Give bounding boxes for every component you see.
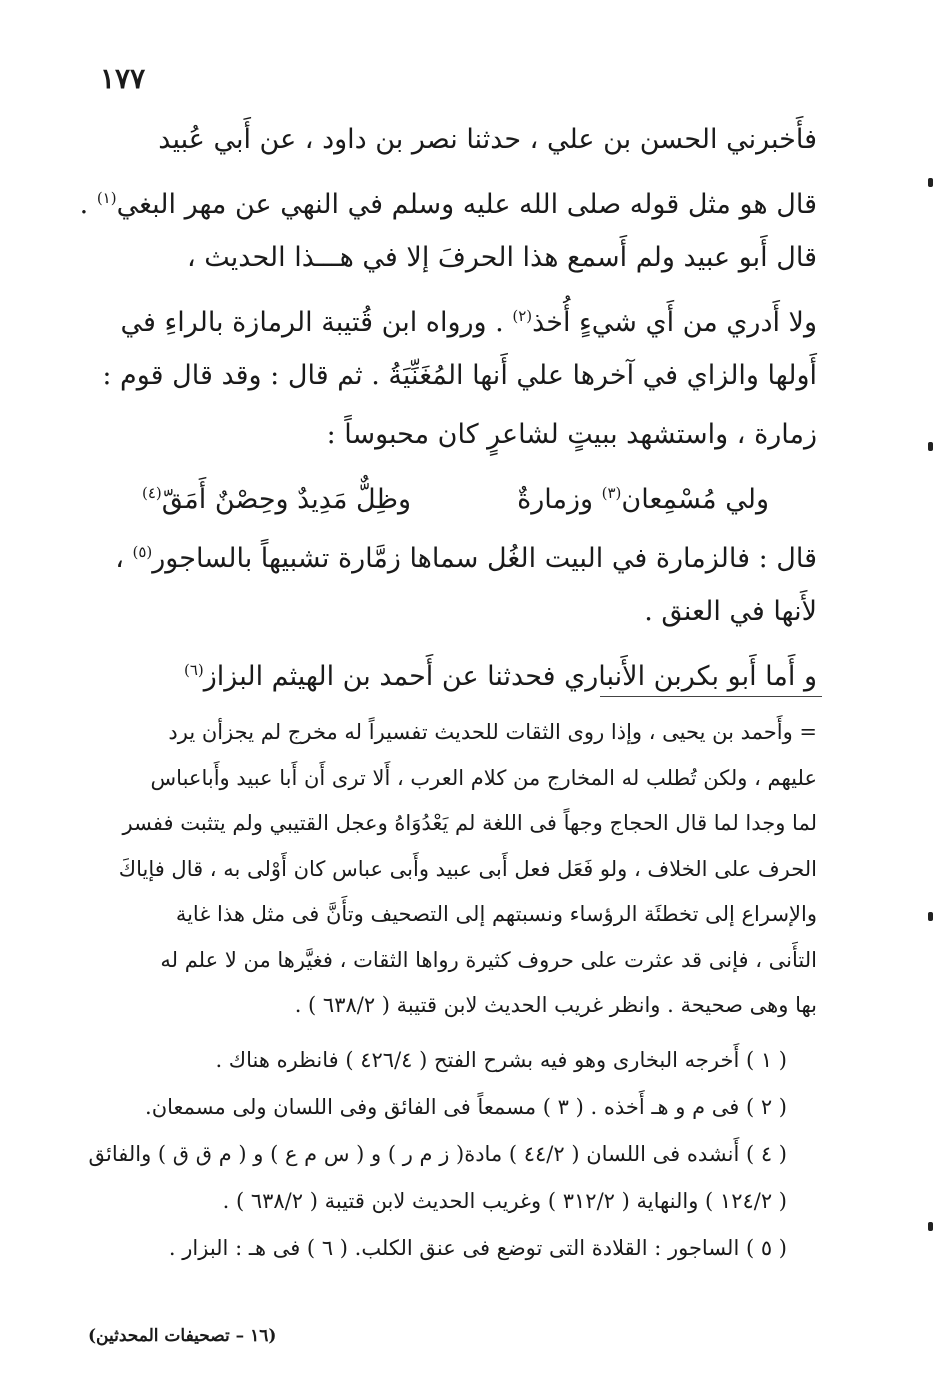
continued-note-line: لما وجدا لما قال الحجاج وجهاً فى اللغة لم يَعْدُوَاهُ وعجل القتيبي ولم يتثبت ففسر (122, 811, 817, 835)
page-number: ١٧٧ (100, 62, 146, 95)
footnote-4-continued: ( ١٢٤/٢ ) والنهاية ( ٣١٢/٢ ) وغريب الحديث لابن قتيبة ( ٦٣٨/٢ ) . (222, 1188, 787, 1213)
continued-note-line: بها وهى صحيحة . وانظر غريب الحديث لابن قتيبة ( ٦٣٨/٢ ) . (294, 993, 817, 1017)
continued-note-line: الحرف على الخلاف ، ولو فَعَل فعل أَبى عبيد وأَبى عباس كان أَوْلى به ، قال فإياكَ (118, 856, 817, 881)
footnote-1: ( ١ ) أَخرجه البخارى وهو فيه بشرح الفتح ( ٤٢٦/٤ ) فانظره هناك . (215, 1047, 787, 1072)
continued-note-line: عليهم ، ولكن تُطلب له المخارج من كلام العرب ، أَلا ترى أَن أَبا عبيد وأَباعباس (150, 765, 817, 790)
footnote-ref-5: (٥) (132, 543, 153, 561)
verse-first-hemistich: ولي مُسْمِعان$^{(٣)}$ وزمارةٌ (517, 484, 769, 515)
text-line-4: ولا أَدري من أَي شيءٍ أُخذ$^{(٢)}$ . ورواه ابن قُتيبة الرمازة بالراءِ في (120, 307, 817, 338)
text-line-8: قال : فالزمارة في البيت الغُل سماها زمَّارة تشبيهاً بالساجور$^{(٥)}$ ، (115, 543, 817, 574)
footnote-ref-4: (٤) (142, 484, 162, 502)
footnote-ref-3: (٣) (601, 484, 622, 502)
margin-mark (928, 912, 933, 921)
margin-mark (928, 178, 933, 187)
footnote-ref-2: (٢) (512, 307, 533, 325)
verse-line (92, 464, 817, 523)
signature-footer: (١٦ – تصحيفات المحدثين) (88, 1326, 277, 1346)
margin-mark (928, 442, 933, 451)
text-line-1: فأَخبرني الحسن بن علي ، حدثنا نصر بن داود ، عن أَبي عُبيد (158, 124, 817, 155)
text-line-10: و أَما أَبو بكربن الأَنباري فحدثنا عن أَحمد بن الهيثم البزاز$^{(٦)}$ (183, 661, 817, 692)
footnote-divider (600, 696, 822, 697)
footnote-ref-6: (٦) (183, 661, 204, 679)
verse-second-hemistich: وظِلٌّ مَدِيدٌ وحِصْنٌ أَمَقّ$^{(٤)}$ (142, 484, 412, 515)
footnote-5-6: ( ٥ ) الساجور : القلادة التى توضع فى عنق الكلب. ( ٦ ) فى هـ : البزار . (168, 1235, 787, 1260)
continued-note-line: والإسراع إلى تخطئَة الرؤساء ونسبتهم إلى التصحيف وتأَنَّ فى مثل هذا غاية (175, 902, 817, 926)
footnote-ref-1: (١) (96, 189, 117, 207)
footnotes-section (88, 710, 817, 1272)
text-line-3: قال أَبو عبيد ولم أَسمع هذا الحرفَ إلا في هـــذا الحديث ، (186, 242, 817, 273)
text-line-6: زمارة ، واستشهد ببيتٍ لشاعرٍ كان محبوساً : (326, 419, 817, 450)
footnote-4: ( ٤ ) أَنشده فى اللسان ( ٤٤/٢ ) مادة( ز م ر ) و ( س م ع ) و ( م ق ق ) والفائق (88, 1141, 787, 1166)
main-text (79, 110, 817, 700)
continued-note-line: التأَنى ، فإنى قد عثرت على حروف كثيرة رواها الثقات ، فغيَّرها من لا علم له (160, 947, 817, 972)
footnote-2-3: ( ٢ ) فى م و هـ أَخذه . ( ٣ ) مسمعاً فى الفائق وفى اللسان ولى مسمعان. (145, 1094, 787, 1119)
text-line-5: أَولها والزاي في آخرها علي أَنها المُغَنِّيَةُ . ثم قال : وقد قال قوم : (102, 360, 817, 391)
continued-note-line: = وأَحمد بن يحيى ، وإذا روى الثقات للحديث تفسيراً له مخرج لم يجزأن يرد (168, 720, 817, 744)
margin-mark (928, 1222, 933, 1231)
text-line-2: قال هو مثل قوله صلى الله عليه وسلم في النهي عن مهر البغي$^{(١)}$ . (79, 189, 817, 220)
text-line-9: لأَنها في العنق . (644, 596, 817, 627)
